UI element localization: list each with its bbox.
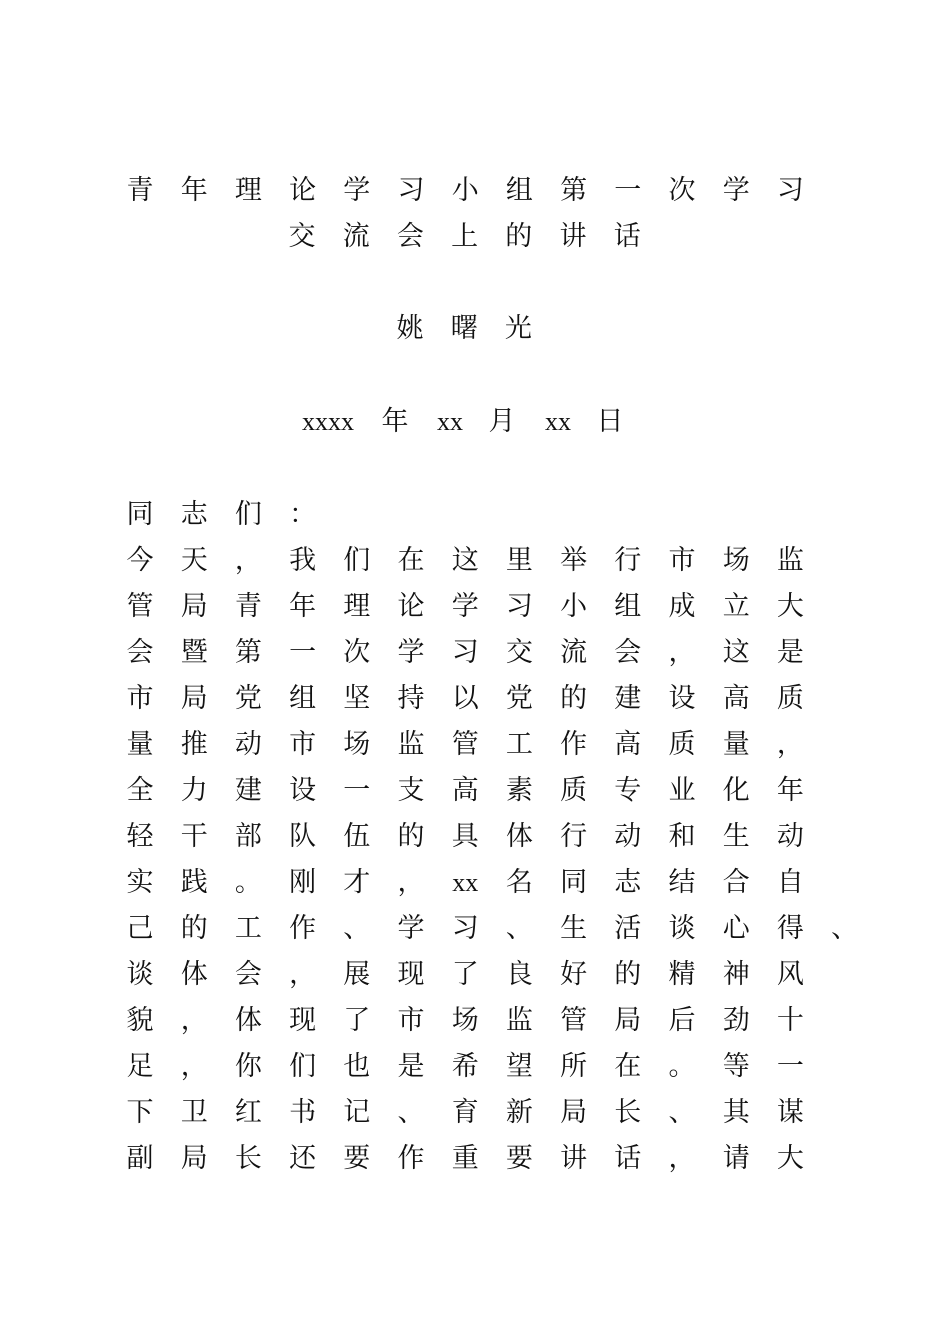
glyph: 谋 xyxy=(776,1097,804,1128)
glyph: 得 xyxy=(776,913,804,944)
glyph: 是 xyxy=(397,1051,425,1082)
glyph: 轻 xyxy=(126,821,154,852)
glyph: 监 xyxy=(776,545,804,576)
glyph: 场 xyxy=(722,545,750,576)
glyph: 持 xyxy=(397,683,425,714)
glyph: 建 xyxy=(234,775,262,806)
glyph: 今 xyxy=(126,545,154,576)
glyph: 的 xyxy=(614,959,642,990)
glyph: 记 xyxy=(343,1097,371,1128)
body-line xyxy=(0,1136,950,1182)
title-line-1 xyxy=(0,168,950,214)
glyph: 第 xyxy=(234,637,262,668)
glyph: 小 xyxy=(560,591,588,622)
glyph: ， xyxy=(180,1005,208,1036)
glyph: 谈 xyxy=(126,959,154,990)
glyph: 流 xyxy=(342,221,370,252)
body-line xyxy=(0,676,950,722)
glyph: 小 xyxy=(451,175,479,206)
glyph: 要 xyxy=(343,1143,371,1174)
glyph: 话 xyxy=(614,1143,642,1174)
glyph: 习 xyxy=(451,913,479,944)
glyph: 力 xyxy=(180,775,208,806)
glyph: 年 xyxy=(289,591,317,622)
glyph: 精 xyxy=(668,959,696,990)
glyph: 长 xyxy=(234,1143,262,1174)
glyph: 全 xyxy=(126,775,154,806)
glyph: 年 xyxy=(180,175,208,206)
glyph: 动 xyxy=(234,729,262,760)
glyph: 望 xyxy=(505,1051,533,1082)
glyph: 志 xyxy=(614,867,642,898)
glyph: 自 xyxy=(776,867,804,898)
glyph: 上 xyxy=(451,221,479,252)
salutation xyxy=(0,492,950,538)
glyph: 的 xyxy=(397,821,425,852)
glyph: 心 xyxy=(722,913,750,944)
glyph: 劲 xyxy=(722,1005,750,1036)
glyph: 、 xyxy=(668,1097,696,1128)
glyph: 谈 xyxy=(668,913,696,944)
glyph: 请 xyxy=(722,1143,750,1174)
glyph: 现 xyxy=(289,1005,317,1036)
glyph: 场 xyxy=(451,1005,479,1036)
glyph: 其 xyxy=(722,1097,750,1128)
glyph: 学 xyxy=(451,591,479,622)
glyph: 监 xyxy=(397,729,425,760)
author-name xyxy=(0,306,950,352)
glyph: 刚 xyxy=(289,867,317,898)
glyph: 管 xyxy=(126,591,154,622)
glyph: 的 xyxy=(180,913,208,944)
glyph: 流 xyxy=(560,637,588,668)
glyph: 育 xyxy=(451,1097,479,1128)
glyph: 你 xyxy=(234,1051,262,1082)
glyph: 业 xyxy=(668,775,696,806)
glyph: 红 xyxy=(234,1097,262,1128)
glyph: 新 xyxy=(505,1097,533,1128)
glyph: 暨 xyxy=(180,637,208,668)
glyph: 们 xyxy=(289,1051,317,1082)
glyph: 长 xyxy=(614,1097,642,1128)
glyph: 组 xyxy=(614,591,642,622)
glyph: 一 xyxy=(343,775,371,806)
glyph: 工 xyxy=(234,913,262,944)
glyph: 习 xyxy=(397,175,425,206)
glyph: 重 xyxy=(451,1143,479,1174)
body-line xyxy=(0,814,950,860)
glyph: 习 xyxy=(776,175,804,206)
glyph: 同 xyxy=(126,499,154,530)
glyph: 曙 xyxy=(450,313,478,344)
glyph: 设 xyxy=(668,683,696,714)
glyph: 组 xyxy=(289,683,317,714)
glyph: 生 xyxy=(560,913,588,944)
date-day: xx xyxy=(545,407,571,436)
body-line xyxy=(0,630,950,676)
glyph: 的 xyxy=(505,221,533,252)
glyph: 生 xyxy=(722,821,750,852)
glyph: 青 xyxy=(126,175,154,206)
glyph: 神 xyxy=(722,959,750,990)
glyph: 局 xyxy=(180,1143,208,1174)
body-line xyxy=(0,1090,950,1136)
glyph: 这 xyxy=(451,545,479,576)
glyph: 伍 xyxy=(343,821,371,852)
glyph: 年 xyxy=(776,775,804,806)
date-year-unit: 年 xyxy=(381,406,409,437)
body-line xyxy=(0,952,950,998)
glyph: 论 xyxy=(397,591,425,622)
glyph: 风 xyxy=(776,959,804,990)
glyph: 己 xyxy=(126,913,154,944)
glyph: 卫 xyxy=(180,1097,208,1128)
glyph: 市 xyxy=(668,545,696,576)
glyph: 动 xyxy=(776,821,804,852)
glyph: 动 xyxy=(614,821,642,852)
glyph: 立 xyxy=(722,591,750,622)
glyph: 里 xyxy=(505,545,533,576)
glyph: ， xyxy=(289,959,317,990)
glyph: 同 xyxy=(560,867,588,898)
glyph: 才 xyxy=(343,867,371,898)
glyph: 现 xyxy=(397,959,425,990)
date-day-unit: 日 xyxy=(596,406,624,437)
glyph: 会 xyxy=(614,637,642,668)
glyph: 貌 xyxy=(126,1005,154,1036)
glyph: 党 xyxy=(234,683,262,714)
glyph: 行 xyxy=(614,545,642,576)
glyph: 学 xyxy=(397,913,425,944)
glyph: 工 xyxy=(505,729,533,760)
glyph: 了 xyxy=(451,959,479,990)
glyph: 推 xyxy=(180,729,208,760)
glyph: 一 xyxy=(614,175,642,206)
glyph: 的 xyxy=(560,683,588,714)
glyph: 局 xyxy=(180,683,208,714)
glyph: 是 xyxy=(776,637,804,668)
glyph: ， xyxy=(776,729,804,760)
body-line xyxy=(0,538,950,584)
glyph: 展 xyxy=(343,959,371,990)
glyph: 具 xyxy=(451,821,479,852)
glyph: 会 xyxy=(234,959,262,990)
glyph: 活 xyxy=(614,913,642,944)
glyph: 名 xyxy=(505,867,533,898)
glyph: xx xyxy=(452,868,479,897)
glyph: 局 xyxy=(180,591,208,622)
glyph: 下 xyxy=(126,1097,154,1128)
glyph: 在 xyxy=(397,545,425,576)
glyph: 这 xyxy=(722,637,750,668)
glyph: 一 xyxy=(289,637,317,668)
glyph: 高 xyxy=(614,729,642,760)
glyph: ， xyxy=(180,1051,208,1082)
glyph: 会 xyxy=(126,637,154,668)
glyph: 也 xyxy=(343,1051,371,1082)
glyph: 光 xyxy=(504,313,532,344)
body-line xyxy=(0,722,950,768)
glyph: 习 xyxy=(505,591,533,622)
glyph: 青 xyxy=(234,591,262,622)
date-year: xxxx xyxy=(302,407,354,436)
glyph: 要 xyxy=(505,1143,533,1174)
glyph: 讲 xyxy=(560,1143,588,1174)
glyph: 了 xyxy=(343,1005,371,1036)
glyph: 后 xyxy=(668,1005,696,1036)
glyph: 作 xyxy=(397,1143,425,1174)
body-line xyxy=(0,998,950,1044)
glyph: 化 xyxy=(722,775,750,806)
glyph: 行 xyxy=(560,821,588,852)
glyph: 举 xyxy=(560,545,588,576)
glyph: 素 xyxy=(505,775,533,806)
glyph: 、 xyxy=(343,913,371,944)
glyph: 第 xyxy=(560,175,588,206)
glyph: 天 xyxy=(180,545,208,576)
glyph: 良 xyxy=(505,959,533,990)
glyph: 一 xyxy=(776,1051,804,1082)
glyph: 学 xyxy=(397,637,425,668)
body-line xyxy=(0,906,950,952)
glyph: 习 xyxy=(451,637,479,668)
glyph: 交 xyxy=(505,637,533,668)
glyph: 设 xyxy=(289,775,317,806)
glyph: 和 xyxy=(668,821,696,852)
glyph: 队 xyxy=(289,821,317,852)
date-month: xx xyxy=(437,407,463,436)
body-line xyxy=(0,860,950,906)
glyph: 市 xyxy=(397,1005,425,1036)
glyph: 在 xyxy=(614,1051,642,1082)
glyph: 足 xyxy=(126,1051,154,1082)
glyph: 体 xyxy=(234,1005,262,1036)
glyph: 局 xyxy=(560,1097,588,1128)
glyph: 话 xyxy=(613,221,641,252)
glyph: 、 xyxy=(397,1097,425,1128)
glyph: 成 xyxy=(668,591,696,622)
glyph: 建 xyxy=(614,683,642,714)
glyph: 党 xyxy=(505,683,533,714)
glyph: 践 xyxy=(180,867,208,898)
body-line xyxy=(0,584,950,630)
glyph: 结 xyxy=(668,867,696,898)
glyph: 讲 xyxy=(559,221,587,252)
glyph: 姚 xyxy=(396,313,424,344)
glyph: ： xyxy=(289,499,317,530)
glyph: 等 xyxy=(722,1051,750,1082)
glyph: 理 xyxy=(343,591,371,622)
glyph: 副 xyxy=(126,1143,154,1174)
glyph: 作 xyxy=(560,729,588,760)
date-month-unit: 月 xyxy=(488,406,516,437)
title-line-2 xyxy=(0,214,950,260)
glyph: 好 xyxy=(560,959,588,990)
glyph: 体 xyxy=(505,821,533,852)
glyph: 高 xyxy=(722,683,750,714)
glyph: 交 xyxy=(288,221,316,252)
glyph: 坚 xyxy=(343,683,371,714)
glyph: 支 xyxy=(397,775,425,806)
glyph: 学 xyxy=(343,175,371,206)
glyph: 次 xyxy=(668,175,696,206)
glyph: 所 xyxy=(560,1051,588,1082)
glyph: 局 xyxy=(614,1005,642,1036)
glyph: ， xyxy=(668,1143,696,1174)
glyph: 市 xyxy=(126,683,154,714)
glyph: 干 xyxy=(180,821,208,852)
glyph: 合 xyxy=(722,867,750,898)
glyph: 质 xyxy=(776,683,804,714)
glyph: 次 xyxy=(343,637,371,668)
glyph: 希 xyxy=(451,1051,479,1082)
glyph: 量 xyxy=(126,729,154,760)
glyph: ， xyxy=(234,545,262,576)
glyph: 量 xyxy=(722,729,750,760)
glyph: 、 xyxy=(831,913,859,944)
body-line xyxy=(0,768,950,814)
glyph: 们 xyxy=(343,545,371,576)
glyph: 学 xyxy=(722,175,750,206)
glyph: 体 xyxy=(180,959,208,990)
date-line xyxy=(0,399,950,445)
glyph: 监 xyxy=(505,1005,533,1036)
glyph: 。 xyxy=(234,867,262,898)
body-line xyxy=(0,1044,950,1090)
glyph: ， xyxy=(668,637,696,668)
glyph: 、 xyxy=(505,913,533,944)
glyph: 实 xyxy=(126,867,154,898)
glyph: 专 xyxy=(614,775,642,806)
glyph: 高 xyxy=(451,775,479,806)
glyph: 。 xyxy=(668,1051,696,1082)
glyph: 大 xyxy=(776,1143,804,1174)
glyph: 场 xyxy=(343,729,371,760)
glyph: 组 xyxy=(505,175,533,206)
glyph: 以 xyxy=(451,683,479,714)
glyph: 部 xyxy=(234,821,262,852)
glyph: 管 xyxy=(560,1005,588,1036)
glyph: 理 xyxy=(234,175,262,206)
glyph: 质 xyxy=(560,775,588,806)
glyph: 会 xyxy=(396,221,424,252)
glyph: 作 xyxy=(289,913,317,944)
glyph: 管 xyxy=(451,729,479,760)
glyph: 我 xyxy=(289,545,317,576)
glyph: 还 xyxy=(289,1143,317,1174)
glyph: 论 xyxy=(289,175,317,206)
glyph: 质 xyxy=(668,729,696,760)
glyph: 们 xyxy=(234,499,262,530)
glyph: 书 xyxy=(289,1097,317,1128)
glyph: 志 xyxy=(180,499,208,530)
glyph: ， xyxy=(397,867,425,898)
glyph: 十 xyxy=(776,1005,804,1036)
glyph: 市 xyxy=(289,729,317,760)
glyph: 大 xyxy=(776,591,804,622)
